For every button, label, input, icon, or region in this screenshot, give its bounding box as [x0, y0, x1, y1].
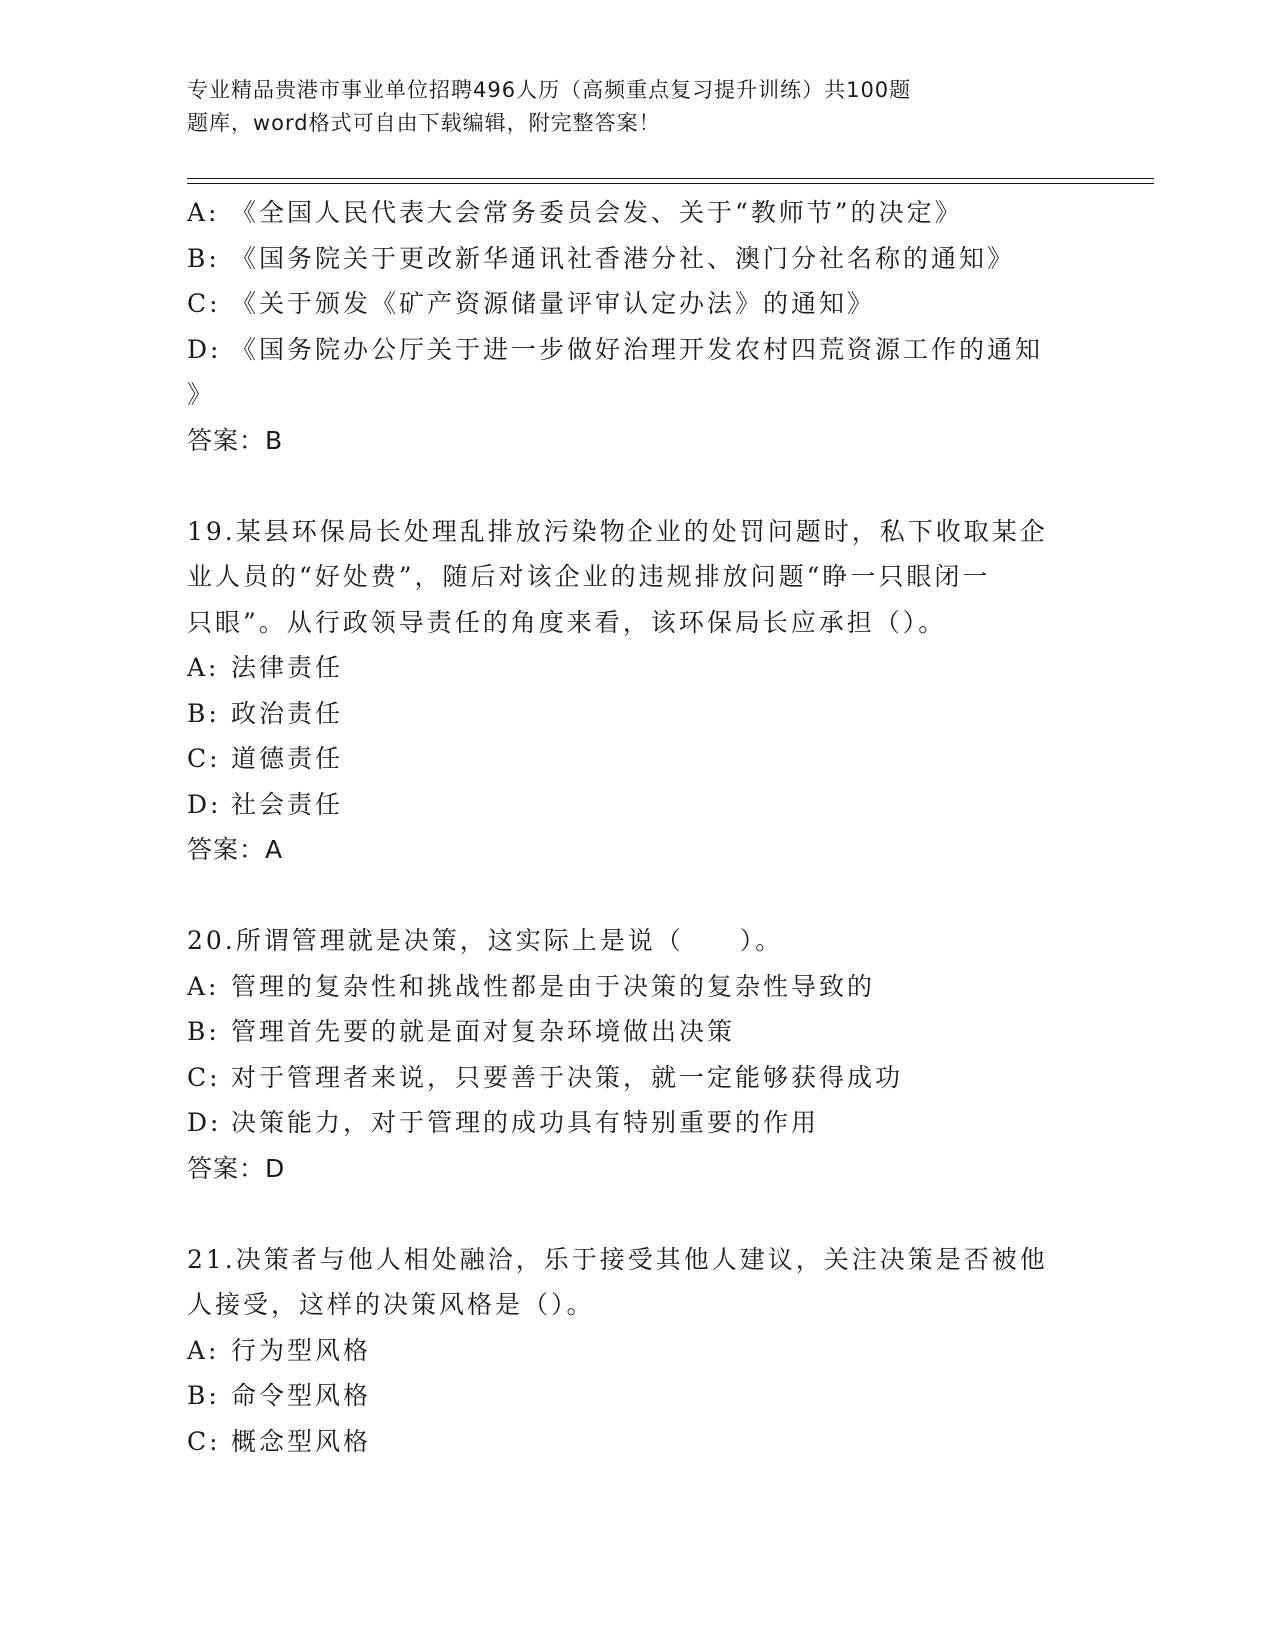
document-header: [187, 74, 1067, 140]
option-text: 《全国人民代表大会常务委员会发、关于“教师节”的决定》: [231, 198, 963, 227]
header-divider-bottom: [187, 183, 1154, 184]
option-text: 《国务院办公厅关于进一步做好治理开发农村四荒资源工作的通知: [231, 334, 1044, 364]
option-label: A:: [187, 653, 220, 682]
document-body: [187, 190, 1087, 1464]
option-text: 管理首先要的就是面对复杂环境做出决策: [231, 1017, 736, 1046]
header-divider-top: [187, 178, 1154, 179]
option-label: C:: [187, 1062, 221, 1092]
option-text: 政治责任: [231, 698, 344, 728]
option-text: 行为型风格: [231, 1335, 372, 1365]
option-text: 法律责任: [231, 653, 344, 682]
option-text: 命令型风格: [231, 1381, 372, 1410]
option-b: [187, 1009, 1087, 1055]
header-line-2: 题库，word格式可自由下载编辑，附完整答案！: [187, 111, 661, 135]
option-a: [187, 964, 1087, 1010]
option-text: 《国务院关于更改新华通讯社香港分社、澳门分社名称的通知》: [231, 243, 1016, 273]
option-c: [187, 736, 1087, 782]
header-line-1: 专业精品贵港市事业单位招聘496人历（高频重点复习提升训练）共100题: [187, 78, 912, 102]
answer-label: 答案：A: [187, 835, 284, 864]
option-c: [187, 1055, 1087, 1101]
option-text: 决策能力，对于管理的成功具有特别重要的作用: [231, 1108, 820, 1137]
option-label: A:: [187, 198, 220, 227]
option-d: [187, 1100, 1087, 1146]
option-b: [187, 1373, 1087, 1419]
option-a: [187, 645, 1087, 691]
option-label: A:: [187, 971, 220, 1001]
spacer: [187, 463, 1087, 509]
question-19: [187, 509, 1087, 873]
answer-label: 答案：B: [187, 425, 284, 455]
option-label: A:: [187, 1335, 220, 1365]
question-stem: 19.某县环保局长处理乱排放污染物企业的处罚问题时，私下收取某企: [187, 516, 1048, 546]
option-label: C:: [187, 1426, 221, 1456]
option-d-continuation: 》: [187, 380, 216, 409]
option-d: [187, 782, 1087, 828]
option-label: C:: [187, 744, 221, 773]
option-label: B:: [187, 243, 220, 273]
option-label: B:: [187, 1381, 220, 1410]
option-label: D:: [187, 334, 222, 364]
option-label: D:: [187, 1108, 222, 1137]
question-stem: 20.所谓管理就是决策，这实际上是说（ ）。: [187, 926, 784, 955]
option-label: D:: [187, 789, 222, 819]
question-20: [187, 918, 1087, 1191]
answer-label: 答案：D: [187, 1153, 286, 1183]
spacer: [187, 1191, 1087, 1237]
option-c: [187, 1419, 1087, 1465]
question-21: [187, 1237, 1087, 1465]
option-text: 管理的复杂性和挑战性都是由于决策的复杂性导致的: [231, 971, 876, 1001]
option-a: [187, 1328, 1087, 1374]
spacer: [187, 873, 1087, 919]
option-d: [187, 327, 1087, 373]
option-text: 概念型风格: [231, 1426, 372, 1456]
option-text: 《关于颁发《矿产资源储量评审认定办法》的通知》: [231, 289, 876, 318]
question-stem: 21.决策者与他人相处融洽，乐于接受其他人建议，关注决策是否被他: [187, 1244, 1048, 1274]
option-b: [187, 691, 1087, 737]
option-a: [187, 190, 1087, 236]
question-stem: 人接受，这样的决策风格是（）。: [187, 1290, 595, 1319]
option-text: 道德责任: [231, 744, 344, 773]
question-stem: 只眼”。从行政领导责任的角度来看，该环保局长应承担（）。: [187, 607, 947, 637]
option-text: 社会责任: [231, 789, 344, 819]
question-18: [187, 190, 1087, 463]
option-label: B:: [187, 698, 220, 728]
question-stem: 业人员的“好处费”，随后对该企业的违规排放问题“睁一只眼闭一: [187, 562, 991, 591]
option-label: B:: [187, 1017, 220, 1046]
option-c: [187, 281, 1087, 327]
option-label: C:: [187, 289, 221, 318]
option-b: [187, 236, 1087, 282]
option-text: 对于管理者来说，只要善于决策，就一定能够获得成功: [231, 1062, 904, 1092]
